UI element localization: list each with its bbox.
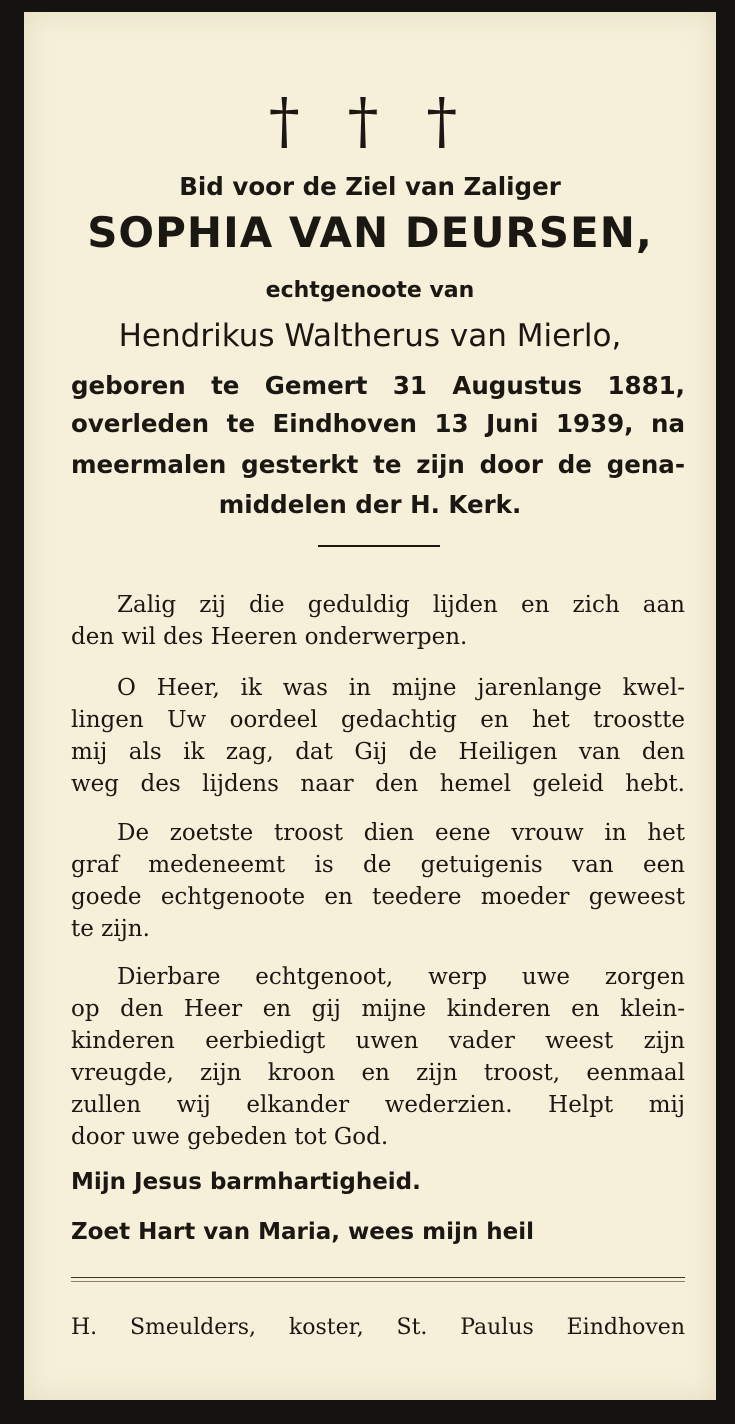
spouse-name: Hendrikus Waltherus van Mierlo, — [118, 318, 622, 354]
text-line: O Heer, ik was in mijne jarenlange kwel- — [117, 675, 685, 701]
memorial-card — [24, 12, 716, 1400]
text-line: graf medeneemt is de getuigenis van een — [71, 852, 685, 878]
prayer-intro: Bid voor de Ziel van Zaliger — [179, 172, 561, 201]
text-line: op den Heer en gij mijne kinderen en klein- — [71, 996, 685, 1022]
crosses-icon: † † † — [268, 84, 472, 157]
text-line: door uwe gebeden tot God. — [71, 1124, 389, 1150]
sacraments-line-end: middelen der H. Kerk. — [218, 490, 522, 519]
text-line: Dierbare echtgenoot, werp uwe zorgen — [117, 964, 685, 990]
divider — [318, 545, 440, 547]
printer-credit: H. Smeulders, koster, St. Paulus Eindhoven — [71, 1315, 685, 1340]
prayer-line: Mijn Jesus barmhartigheid. — [71, 1169, 421, 1195]
birth-line: geboren te Gemert 31 Augustus 1881, — [71, 371, 685, 400]
prayer-line: Zoet Hart van Maria, wees mijn heil — [71, 1219, 534, 1245]
sacraments-line: meermalen gesterkt te zijn door de gena- — [71, 450, 685, 479]
footer-rule — [71, 1277, 685, 1278]
footer-rule — [71, 1281, 685, 1282]
text-line: vreugde, zijn kroon en zijn troost, eenmaal — [71, 1060, 685, 1086]
text-line: te zijn. — [71, 916, 150, 942]
text-line: lingen Uw oordeel gedachtig en het troostte — [71, 707, 685, 733]
text-line: goede echtgenoote en teedere moeder geweest — [71, 884, 685, 910]
deceased-name: SOPHIA VAN DEURSEN, — [87, 208, 653, 257]
text-line: kinderen eerbiedigt uwen vader weest zijn — [71, 1028, 685, 1054]
spouse-intro: echtgenoote van — [265, 278, 475, 303]
text-line: De zoetste troost dien eene vrouw in het — [117, 820, 685, 846]
death-line: overleden te Eindhoven 13 Juni 1939, na — [71, 409, 685, 438]
text-line: mij als ik zag, dat Gij de Heiligen van den — [71, 739, 685, 765]
text-line: zullen wij elkander wederzien. Helpt mij — [71, 1092, 685, 1118]
text-line: den wil des Heeren onderwerpen. — [71, 624, 468, 650]
text-line: weg des lijdens naar den hemel geleid hebt. — [71, 771, 685, 797]
text-line: Zalig zij die geduldig lijden en zich aan — [117, 592, 685, 618]
